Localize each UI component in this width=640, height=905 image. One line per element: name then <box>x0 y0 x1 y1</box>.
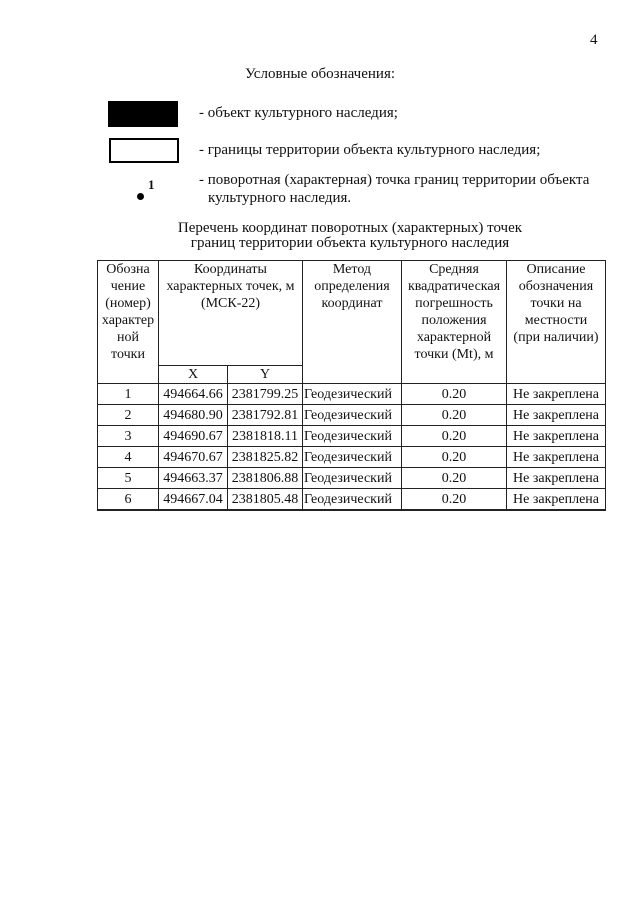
cell-method: Геодезический <box>303 426 402 447</box>
header-y: Y <box>228 366 303 384</box>
cell-method: Геодезический <box>303 468 402 489</box>
cell-mt: 0.20 <box>402 468 507 489</box>
cell-mt: 0.20 <box>402 426 507 447</box>
cell-point-number: 4 <box>98 447 159 468</box>
table-row <box>98 489 606 511</box>
cell-y: 2381806.88 <box>228 468 303 489</box>
table-row <box>98 384 606 405</box>
cell-description: Не закреплена <box>507 489 606 511</box>
cell-x: 494667.04 <box>159 489 228 511</box>
cell-mt: 0.20 <box>402 447 507 468</box>
table-row <box>98 468 606 489</box>
cell-point-number: 2 <box>98 405 159 426</box>
cell-point-number: 5 <box>98 468 159 489</box>
turning-point-icon <box>137 193 144 200</box>
cell-point-number: 1 <box>98 384 159 405</box>
cell-x: 494664.66 <box>159 384 228 405</box>
cell-mt: 0.20 <box>402 384 507 405</box>
header-description: Описание обозначения точки на местности (при наличии) <box>507 261 606 384</box>
cell-x: 494670.67 <box>159 447 228 468</box>
cell-y: 2381818.11 <box>228 426 303 447</box>
cell-description: Не закреплена <box>507 468 606 489</box>
legend-heritage-object-text: - объект культурного наследия; <box>199 105 398 121</box>
cell-mt: 0.20 <box>402 489 507 511</box>
legend-territory-boundary-text: - границы территории объекта культурного наследия; <box>199 142 541 158</box>
coordinates-list-title <box>0 221 640 251</box>
cell-x: 494663.37 <box>159 468 228 489</box>
cell-point-number: 6 <box>98 489 159 511</box>
cell-description: Не закреплена <box>507 447 606 468</box>
header-coordinates: Координаты характерных точек, м (МСК-22) <box>159 261 303 366</box>
table-row <box>98 405 606 426</box>
table-row <box>98 447 606 468</box>
page-number: 4 <box>590 32 598 48</box>
header-designation: Обозна чение (номер) характер ной точки <box>98 261 159 384</box>
territory-boundary-swatch <box>109 138 179 163</box>
cell-description: Не закреплена <box>507 384 606 405</box>
cell-point-number: 3 <box>98 426 159 447</box>
cell-method: Геодезический <box>303 405 402 426</box>
legend-turning-point-text <box>199 171 589 207</box>
cell-y: 2381825.82 <box>228 447 303 468</box>
cell-method: Геодезический <box>303 489 402 511</box>
coordinates-table <box>97 260 606 511</box>
cell-x: 494690.67 <box>159 426 228 447</box>
coordinates-list-title-line1: Перечень координат поворотных (характерных) точек <box>177 220 523 236</box>
cell-description: Не закреплена <box>507 405 606 426</box>
cell-y: 2381799.25 <box>228 384 303 405</box>
header-x: X <box>159 366 228 384</box>
heritage-object-swatch <box>108 101 178 127</box>
header-method: Метод определения координат <box>303 261 402 384</box>
cell-method: Геодезический <box>303 447 402 468</box>
coordinates-list-title-line2: границ территории объекта культурного наследия <box>190 235 510 251</box>
cell-description: Не закреплена <box>507 426 606 447</box>
legend-turning-point-line1: - поворотная (характерная) точка границ территории объекта <box>199 172 590 188</box>
cell-y: 2381792.81 <box>228 405 303 426</box>
turning-point-label: 1 <box>148 177 155 192</box>
cell-y: 2381805.48 <box>228 489 303 511</box>
cell-method: Геодезический <box>303 384 402 405</box>
header-error: Средняя квадратическая погрешность положения характерной точки (Mt), м <box>402 261 507 384</box>
legend-turning-point-line2: культурного наследия. <box>208 190 352 206</box>
table-row <box>98 426 606 447</box>
legend-title: Условные обозначения: <box>244 66 396 82</box>
cell-mt: 0.20 <box>402 405 507 426</box>
cell-x: 494680.90 <box>159 405 228 426</box>
